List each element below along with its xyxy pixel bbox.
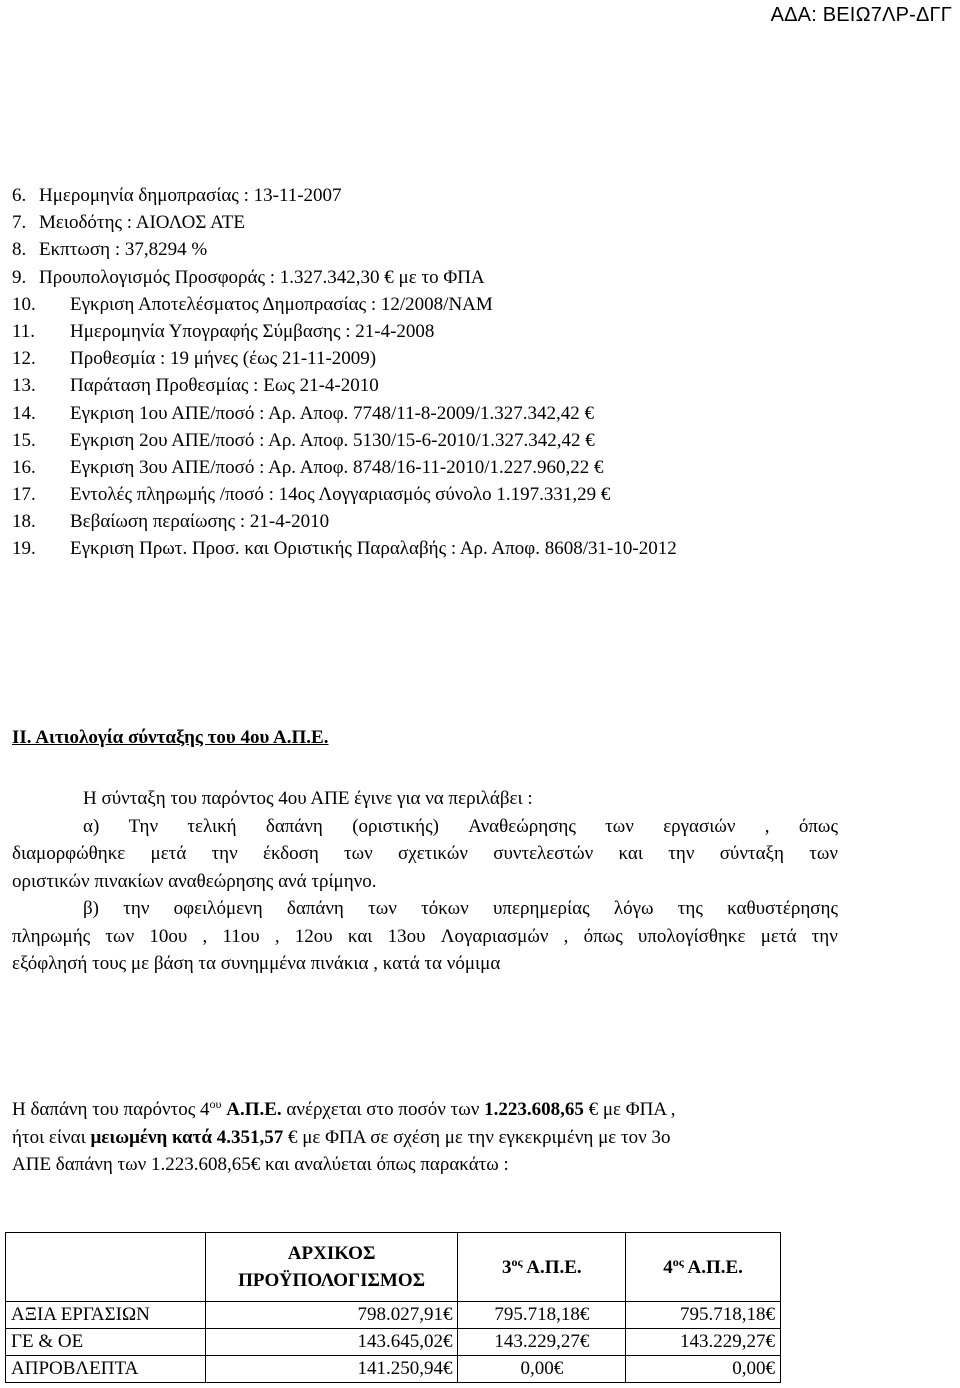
summary-text-part: € με ΦΠΑ σε σχέση με την εγκεκριμένη με τον 3ο bbox=[288, 1126, 671, 1148]
table-row bbox=[6, 1329, 781, 1356]
word: δαπάνη bbox=[265, 815, 323, 837]
word: σχετικών bbox=[398, 843, 468, 864]
word: εργασιών bbox=[663, 815, 736, 837]
word: , bbox=[764, 815, 770, 837]
list-item bbox=[12, 209, 677, 236]
header-initial-budget bbox=[205, 1233, 458, 1302]
list-number: 17. bbox=[12, 484, 36, 506]
list-text: Εκπτωση : 37,8294 % bbox=[39, 239, 208, 261]
table-row bbox=[6, 1356, 781, 1383]
ape3-cell: 795.718,18€ bbox=[458, 1302, 626, 1329]
list-text: Μειοδότης : ΑΙΟΛΟΣ ΑΤΕ bbox=[39, 212, 245, 234]
word: μετά bbox=[760, 925, 797, 947]
list-number: 13. bbox=[12, 375, 36, 397]
header-ape4 bbox=[626, 1233, 781, 1302]
item-a-line-3: οριστικών πινακίων αναθεώρησης ανά τρίμηνο. bbox=[12, 870, 377, 892]
summary-text bbox=[12, 1096, 838, 1179]
intro-line: Η σύνταξη του παρόντος 4ου ΑΠΕ έγινε για να περιλάβει : bbox=[83, 788, 533, 809]
list-number: 10. bbox=[12, 293, 36, 315]
list-text: Εγκριση 3ου ΑΠΕ/ποσό : Αρ. Αποφ. 8748/16-11-2010/1.227.960,22 € bbox=[70, 456, 604, 478]
list-item bbox=[12, 291, 677, 318]
list-number: 9. bbox=[12, 266, 27, 288]
superscript: ος bbox=[511, 1254, 523, 1269]
list-number: 6. bbox=[12, 185, 27, 206]
header-ape3 bbox=[458, 1233, 626, 1302]
cost-table bbox=[5, 1232, 781, 1383]
summary-bold: Α.Π.Ε. bbox=[226, 1099, 282, 1120]
initial-budget-cell: 143.645,02€ bbox=[205, 1329, 458, 1356]
word: σύνταξη bbox=[719, 843, 784, 864]
item-a-line-2 bbox=[12, 840, 838, 868]
list-text: Εντολές πληρωμής /ποσό : 14ος Λογγαριασμός σύνολο 1.197.331,29 € bbox=[70, 484, 611, 506]
list-item bbox=[12, 345, 677, 372]
word: την bbox=[811, 925, 838, 947]
list-number: 8. bbox=[12, 239, 27, 261]
word: την bbox=[211, 843, 238, 864]
superscript: ου bbox=[209, 1097, 222, 1111]
ape4-cell: 143.229,27€ bbox=[626, 1329, 781, 1356]
list-text: Παράταση Προθεσμίας : Εως 21-4-2010 bbox=[70, 375, 379, 397]
section-heading: ΙΙ. Αιτιολογία σύνταξης του 4ου Α.Π.Ε. bbox=[12, 727, 329, 748]
list-text: Βεβαίωση περαίωσης : 21-4-2010 bbox=[70, 511, 330, 533]
amount-reduction: 4.351,57 bbox=[216, 1126, 284, 1148]
list-item bbox=[12, 427, 677, 454]
row-label: ΑΠΡΟΒΛΕΠΤΑ bbox=[6, 1356, 206, 1383]
word: Λογαριασμών bbox=[440, 925, 549, 947]
item-a-line-1 bbox=[12, 813, 838, 841]
summary-text-part: ανέρχεται στο ποσόν των bbox=[286, 1099, 480, 1120]
word: την bbox=[668, 843, 695, 864]
list-item bbox=[12, 481, 677, 508]
list-number: 11. bbox=[12, 320, 36, 342]
list-item bbox=[12, 400, 677, 427]
word: λόγω bbox=[613, 898, 654, 919]
word: Αναθεώρησης bbox=[468, 815, 576, 837]
list-number: 7. bbox=[12, 212, 27, 234]
list-item bbox=[12, 236, 677, 263]
word: 13ου bbox=[387, 925, 426, 947]
word: την bbox=[123, 898, 150, 919]
table-row bbox=[6, 1302, 781, 1329]
word: , bbox=[202, 925, 208, 947]
word: και bbox=[347, 925, 373, 947]
list-number: 12. bbox=[12, 348, 36, 370]
row-label: ΑΞΙΑ ΕΡΓΑΣΙΩΝ bbox=[6, 1302, 206, 1329]
row-label: ΓΕ & ΟΕ bbox=[6, 1329, 206, 1356]
word: των bbox=[368, 898, 397, 919]
list-item bbox=[12, 318, 677, 345]
ape3-cell: 143.229,27€ bbox=[458, 1329, 626, 1356]
project-details-list bbox=[12, 182, 677, 563]
word: της bbox=[677, 898, 703, 919]
header-text: Α.Π.Ε. bbox=[522, 1256, 582, 1278]
list-text: Προθεσμία : 19 μήνες (έως 21-11-2009) bbox=[70, 348, 377, 370]
item-b-line-1 bbox=[12, 895, 838, 923]
word: οφειλόμενη bbox=[173, 898, 263, 919]
list-number: 18. bbox=[12, 511, 36, 533]
ape4-cell: 795.718,18€ bbox=[626, 1302, 781, 1329]
list-number: 19. bbox=[12, 538, 36, 560]
word: υπολογίσθηκε bbox=[637, 925, 746, 947]
list-text: Εγκριση Πρωτ. Προσ. και Οριστικής Παραλαβής : Αρ. Αποφ. 8608/31-10-2012 bbox=[70, 538, 677, 560]
list-number: 15. bbox=[12, 429, 36, 451]
summary-bold: μειωμένη κατά bbox=[90, 1126, 212, 1148]
list-text: Εγκριση 2ου ΑΠΕ/ποσό : Αρ. Αποφ. 5130/15-6-2010/1.327.342,42 € bbox=[70, 429, 595, 451]
word: συντελεστών bbox=[493, 843, 594, 864]
word: των bbox=[344, 843, 373, 864]
word: δαπάνη bbox=[286, 898, 344, 919]
list-text: Προυπολογισμός Προσφοράς : 1.327.342,30 € με το ΦΠΑ bbox=[39, 266, 485, 288]
header-text: Α.Π.Ε. bbox=[683, 1256, 743, 1278]
summary-line-2 bbox=[12, 1124, 838, 1152]
header-text: 4 bbox=[663, 1256, 673, 1278]
ape3-cell: 0,00€ bbox=[458, 1356, 626, 1383]
list-number: 16. bbox=[12, 456, 36, 478]
word: (οριστικής) bbox=[352, 815, 439, 837]
list-item bbox=[12, 372, 677, 399]
word: όπως bbox=[798, 815, 838, 837]
table-header-row bbox=[6, 1233, 781, 1302]
list-text: Ημερομηνία δημοπρασίας : 13-11-2007 bbox=[39, 185, 342, 206]
word: β) bbox=[83, 898, 99, 919]
list-text: Ημερομηνία Υπογραφής Σύμβασης : 21-4-2008 bbox=[70, 320, 435, 342]
header-text: ΠΡΟΫΠΟΛΟΓΙΣΜΟΣ bbox=[238, 1270, 426, 1291]
ada-code: ΑΔΑ: ΒΕΙΩ7ΛΡ-ΔΓΓ bbox=[770, 4, 952, 26]
word: , bbox=[563, 925, 569, 947]
list-item bbox=[12, 182, 677, 209]
list-text: Εγκριση Αποτελέσματος Δημοπρασίας : 12/2008/ΝΑΜ bbox=[70, 293, 493, 315]
summary-line-1 bbox=[12, 1096, 838, 1124]
summary-text-part: Η δαπάνη του παρόντος 4 bbox=[12, 1099, 210, 1120]
list-item bbox=[12, 508, 677, 535]
word: καθυστέρησης bbox=[727, 898, 838, 919]
summary-text-part: ήτοι είναι bbox=[12, 1126, 86, 1148]
header-empty-cell bbox=[6, 1233, 206, 1302]
list-item bbox=[12, 454, 677, 481]
word: έκδοση bbox=[262, 843, 319, 864]
list-item bbox=[12, 535, 677, 562]
summary-text-part: € με ΦΠΑ , bbox=[588, 1099, 676, 1120]
item-b-line-2 bbox=[12, 923, 838, 951]
word: των bbox=[105, 925, 135, 947]
header-text: ΑΡΧΙΚΟΣ bbox=[287, 1243, 376, 1264]
word: τόκων bbox=[421, 898, 469, 919]
initial-budget-cell: 141.250,94€ bbox=[205, 1356, 458, 1383]
word: μετά bbox=[150, 843, 187, 864]
word: τελική bbox=[187, 815, 237, 837]
word: και bbox=[618, 843, 643, 864]
word: υπερημερίας bbox=[493, 898, 590, 919]
list-number: 14. bbox=[12, 402, 36, 424]
word: Την bbox=[128, 815, 159, 837]
list-text: Εγκριση 1ου ΑΠΕ/ποσό : Αρ. Αποφ. 7748/11-8-2009/1.327.342,42 € bbox=[70, 402, 595, 424]
header-text: 3 bbox=[501, 1256, 512, 1278]
word: των bbox=[809, 843, 838, 864]
superscript: ος bbox=[672, 1254, 684, 1269]
amount-total: 1.223.608,65 bbox=[484, 1099, 584, 1120]
word: πληρωμής bbox=[12, 925, 91, 947]
list-item bbox=[12, 264, 677, 291]
word: των bbox=[605, 815, 634, 837]
item-b-line-3: εξόφλησή τους με βάση τα συνημμένα πινάκια , κατά τα νόμιμα bbox=[12, 953, 501, 974]
initial-budget-cell: 798.027,91€ bbox=[205, 1302, 458, 1329]
word: όπως bbox=[583, 925, 623, 947]
word: 10ου bbox=[149, 925, 188, 947]
ape4-cell: 0,00€ bbox=[626, 1356, 781, 1383]
word: , bbox=[274, 925, 280, 947]
word: 12ου bbox=[294, 925, 333, 947]
word: διαμορφώθηκε bbox=[12, 843, 126, 864]
summary-line-3: ΑΠΕ δαπάνη των 1.223.608,65€ και αναλύεται όπως παρακάτω : bbox=[12, 1154, 509, 1175]
word: 11ου bbox=[222, 925, 260, 947]
word: α) bbox=[83, 815, 100, 837]
justification-text bbox=[12, 785, 838, 978]
